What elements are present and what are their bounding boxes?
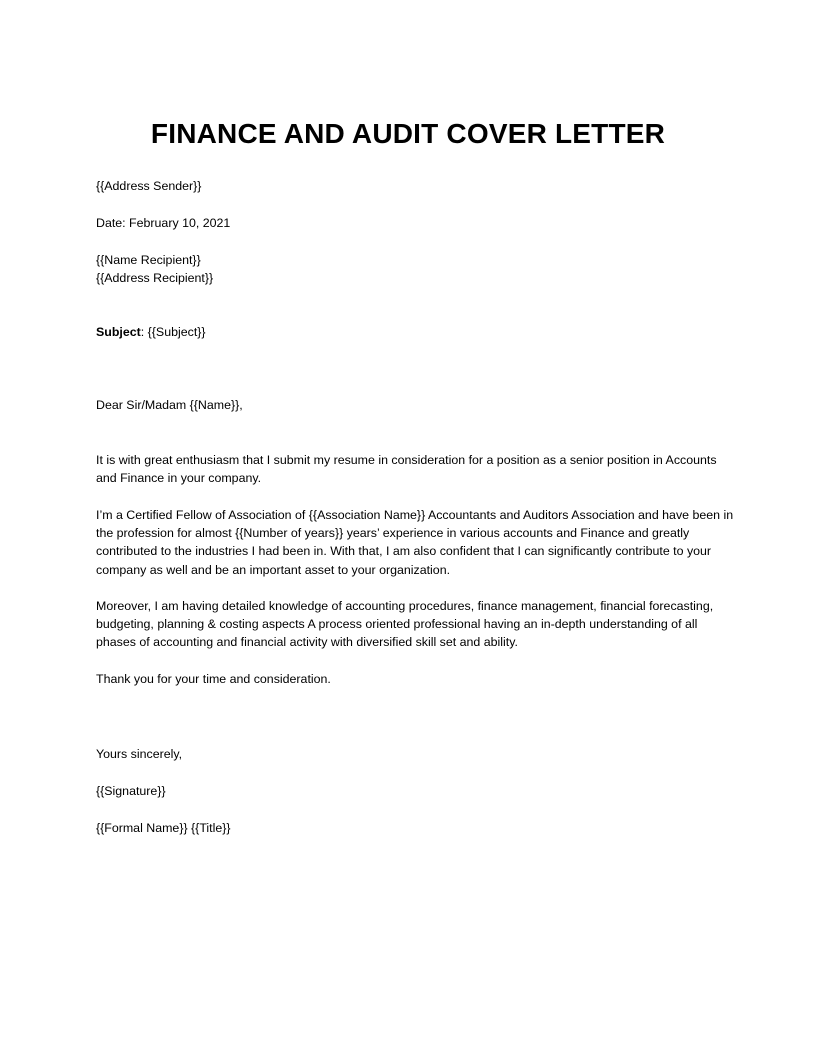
paragraph-knowledge: Moreover, I am having detailed knowledge of accounting procedures, finance management, financial forecasting, budgeting, planning & costing aspects A process oriented professional having an in-depth understanding of all phases of accounting and financial activity with diversified skill set and ability. — [96, 599, 714, 650]
salutation: Dear Sir/Madam {{Name}}, — [96, 398, 243, 412]
paragraph-thanks: Thank you for your time and consideration. — [96, 672, 331, 686]
subject-value: : {{Subject}} — [140, 325, 206, 339]
subject-line — [96, 323, 736, 341]
paragraph-experience: I’m a Certified Fellow of Association of {{Association Name}} Accountants and Auditors Association and have been in the profession for almost {{Number of years}} years’ experience in various accounts and Finance and greatly contributed to the industries I had been in. With that, I am also confident that I can significantly contribute to your company as well and be an important asset to your organization. — [96, 508, 734, 577]
page-title: FINANCE AND AUDIT COVER LETTER — [150, 118, 666, 149]
formal-name-title: {{Formal Name}} {{Title}} — [96, 821, 231, 835]
sender-address: {{Address Sender}} — [96, 179, 202, 193]
signature: {{Signature}} — [96, 784, 166, 798]
paragraph-intro: It is with great enthusiasm that I submit my resume in consideration for a position as a senior position in Accounts and Finance in your company. — [96, 453, 717, 486]
subject-label: Subject — [96, 325, 141, 339]
closing: Yours sincerely, — [96, 747, 183, 761]
letter-date: Date: February 10, 2021 — [96, 216, 231, 230]
recipient-name: {{Name Recipient}} — [96, 253, 201, 267]
recipient-address: {{Address Recipient}} — [96, 271, 214, 285]
